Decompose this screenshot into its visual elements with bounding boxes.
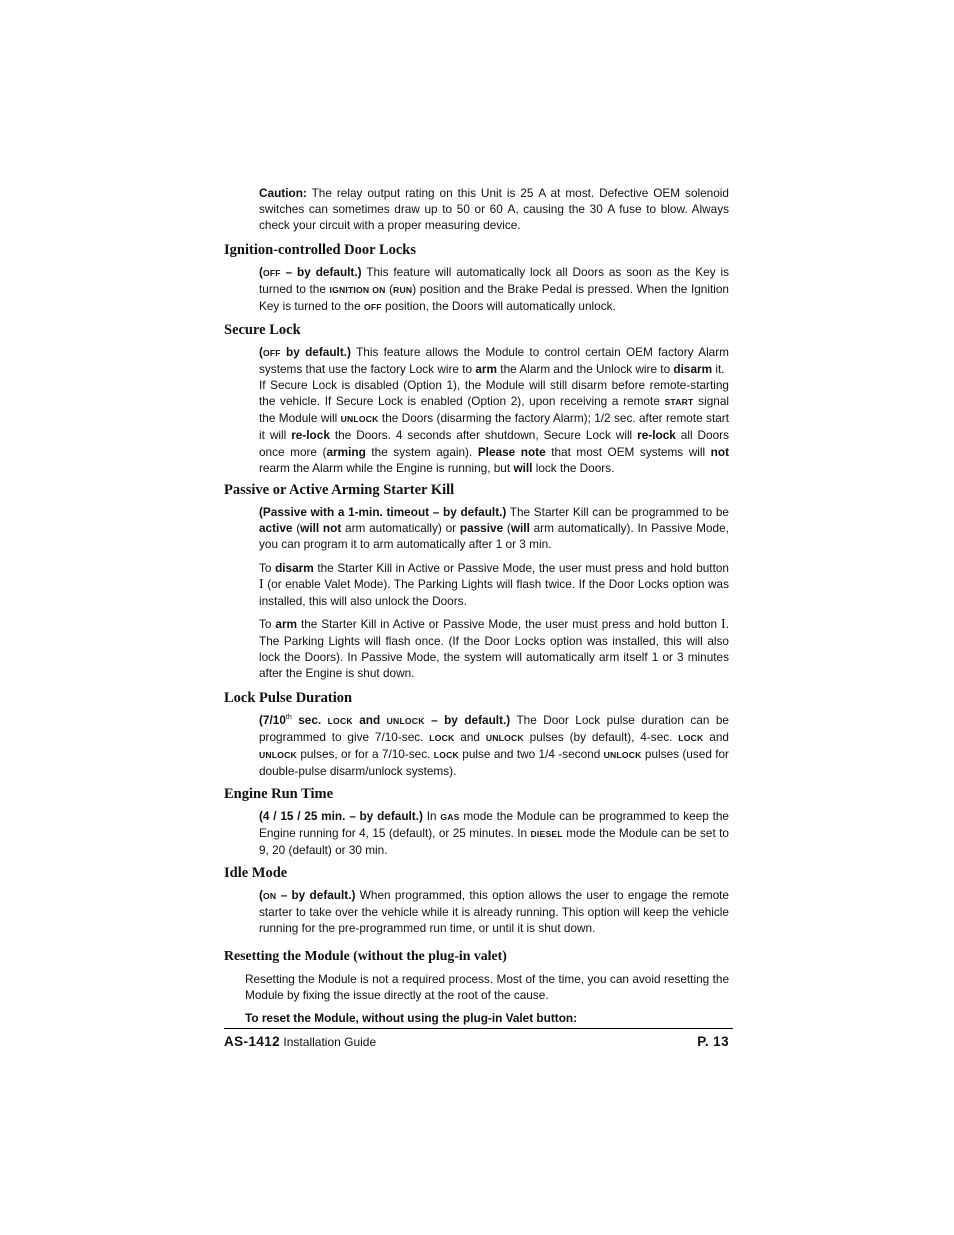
body-text: (or enable Valet Mode). The Parking Lights will flash twice. If the Door Locks option was installed, this will also unlock the Doors.: [259, 577, 729, 609]
body-text: the Doors. 4 seconds after shutdown, Secure Lock will: [329, 428, 638, 443]
gas-term: GAS: [440, 812, 460, 822]
body-text: pulses (by default), 4-sec.: [523, 730, 679, 745]
arming-term: arming: [326, 444, 366, 459]
body-text: all Doors once more (: [259, 428, 730, 459]
active-term: active: [259, 521, 293, 536]
body-text: the Doors (disarming the factory Alarm); 1/2 sec. after remote start it will: [259, 411, 729, 443]
passive-term: passive: [459, 521, 504, 536]
off-term: OFF: [262, 348, 281, 358]
unlock-term: UNLOCK: [603, 750, 642, 761]
lock-pulse-paragraph: [259, 712, 729, 779]
heading-lock-pulse: Lock Pulse Duration: [224, 690, 353, 706]
lock-term: LOCK: [433, 750, 459, 761]
unlock-term: UNLOCK: [340, 414, 379, 425]
body-text: (: [292, 521, 301, 536]
body-text: ): [412, 282, 417, 297]
body-text: that most OEM systems will: [545, 444, 711, 459]
unlock-term: UNLOCK: [485, 733, 524, 744]
arm-term: arm: [275, 617, 298, 631]
body-text: the Starter Kill in Active or Passive Mode, the user must press and hold button: [297, 617, 722, 631]
body-text: The Door Lock pulse duration can be programmed to give 7/10-sec.: [259, 713, 729, 745]
heading-idle-mode: Idle Mode: [224, 865, 288, 881]
resetting-paragraph: Resetting the Module is not a required process. Most of the time, you can avoid resetting the Module by fixing the issue directly at the root of the cause.: [245, 972, 729, 1003]
footer-title: [224, 1034, 376, 1049]
body-text: position and the Brake Pedal is pressed. When the Ignition Key is turned to the: [259, 282, 729, 314]
body-text: This feature will automatically lock all Doors as soon as the Key is turned to the: [259, 265, 729, 297]
default-label: and: [352, 713, 387, 727]
body-text: (: [385, 282, 394, 297]
disarm-term: disarm: [275, 561, 314, 575]
caution-text: The relay output rating on this Unit is 25 A at most. Defective OEM solenoid switches can sometimes draw up to 50 or 60 A, causing the 30 A fuse to blow. Always check your circuit with a proper measuring device.: [259, 186, 729, 233]
body-text: To: [259, 561, 276, 575]
body-text: mode the Module can be set to 9, 20 (default) or 30 min.: [259, 826, 729, 858]
off-term: OFF: [262, 268, 281, 278]
lock-term: LOCK: [429, 733, 455, 744]
guide-label: Installation Guide: [280, 1035, 377, 1049]
body-text: pulses, or for a 7/10-sec.: [296, 747, 434, 762]
engine-run-paragraph: [259, 808, 729, 858]
body-text: When programmed, this option allows the user to engage the remote starter to take over the vehicle while it is already running. This option will keep the vehicle running for the pre-programmed run time, or until it is shut down.: [259, 888, 729, 936]
body-text: arm automatically). In Passive Mode, you can program it to arm automatically after 1 or 3 min.: [259, 521, 729, 552]
heading-secure-lock: Secure Lock: [224, 322, 301, 338]
default-label: – by default.): [280, 265, 362, 279]
arm-paragraph: [259, 616, 729, 681]
button-one-glyph: I: [721, 617, 726, 632]
starter-kill-paragraph: [259, 504, 729, 552]
body-text: and: [703, 730, 729, 745]
caution-label: Caution:: [259, 186, 307, 200]
default-label: – by default.): [424, 713, 511, 727]
default-open: (: [259, 888, 263, 902]
caution-paragraph: [259, 185, 729, 233]
body-text: lock the Doors.: [532, 460, 615, 475]
unlock-term: UNLOCK: [386, 716, 425, 726]
relock-term: re-lock: [291, 428, 330, 443]
body-text: This feature allows the Module to control certain OEM factory Alarm systems that use the factory Lock wire to: [259, 345, 730, 377]
off-term: OFF: [363, 302, 382, 313]
default-label: sec.: [291, 713, 328, 727]
relock-term: re-lock: [637, 428, 676, 443]
default-label: (4 / 15 / 25 min. – by default.): [259, 809, 423, 823]
on-term: ON: [262, 891, 277, 901]
ignition-on-term: IGNITION ON: [329, 285, 386, 296]
superscript-th: th: [285, 714, 292, 722]
disarm-term: disarm: [673, 362, 713, 377]
will-not-term: will not: [300, 521, 342, 536]
body-text: The Starter Kill can be programmed to be: [506, 505, 729, 519]
page-number: P. 13: [697, 1034, 729, 1049]
body-text: rearm the Alarm while the Engine is running, but: [259, 460, 514, 475]
start-term: START: [664, 397, 694, 408]
arm-term: arm: [475, 362, 498, 377]
body-text: the system again).: [365, 444, 478, 459]
body-text: If Secure Lock is disabled (Option 1), the Module will still disarm before remote-starting the vehicle. If Secure Lock is enabled (Option 2), upon receiving a remote: [259, 378, 729, 409]
default-label: (7/10: [259, 713, 286, 727]
run-term: RUN: [393, 285, 413, 296]
footer-divider: [224, 1028, 733, 1029]
body-text: it.: [712, 362, 725, 377]
body-text: position, the Doors will automatically unlock.: [381, 299, 616, 314]
default-open: (: [259, 265, 263, 279]
body-text: the Starter Kill in Active or Passive Mode, the user must press and hold button: [313, 561, 729, 575]
body-text: To: [259, 617, 276, 631]
disarm-paragraph: [259, 560, 729, 609]
unlock-term: UNLOCK: [259, 750, 297, 761]
idle-mode-paragraph: [259, 887, 729, 936]
body-text: (: [503, 521, 511, 536]
secure-lock-paragraph: [259, 344, 729, 476]
will-term: will: [510, 521, 530, 536]
diesel-term: DIESEL: [530, 829, 563, 840]
body-text: . The Parking Lights will flash once. (If the Door Locks option was installed, this will also lock the Doors). In Passive Mode, the system will automatically arm itself 1 or 3 minutes after the Engine is shut down.: [259, 617, 729, 681]
reset-instruction: To reset the Module, without using the plug-in Valet button:: [245, 1011, 578, 1025]
body-text: pulses (used for double-pulse disarm/unlock systems).: [259, 747, 729, 779]
ignition-locks-paragraph: [259, 264, 729, 315]
body-text: mode the Module can be programmed to keep the Engine running for 4, 15 (default), or 25 minutes. In: [259, 809, 729, 841]
not-term: not: [710, 444, 729, 459]
body-text: the Alarm and the Unlock wire to: [497, 362, 674, 377]
default-open: (: [259, 345, 263, 359]
default-label: (Passive with a 1-min. timeout – by default.): [259, 505, 507, 519]
body-text: signal the Module will: [259, 394, 729, 426]
lock-term: LOCK: [327, 716, 353, 726]
body-text: In: [422, 809, 441, 823]
heading-ignition-door-locks: Ignition-controlled Door Locks: [224, 242, 417, 258]
please-note-term: Please note: [477, 444, 546, 459]
default-label: – by default.): [276, 888, 356, 902]
body-text: and: [454, 730, 486, 745]
body-text: pulse and two 1/4 -second: [458, 747, 604, 762]
model-number: AS-1412: [224, 1034, 281, 1049]
heading-resetting-module: Resetting the Module (without the plug-in valet): [224, 948, 507, 963]
heading-starter-kill: Passive or Active Arming Starter Kill: [224, 482, 455, 498]
body-text: arm automatically) or: [341, 521, 460, 536]
default-label: by default.): [280, 345, 351, 359]
button-one-glyph: I: [259, 577, 264, 593]
heading-engine-run-time: Engine Run Time: [224, 786, 334, 802]
lock-term: LOCK: [678, 733, 704, 744]
will-term: will: [513, 460, 533, 475]
